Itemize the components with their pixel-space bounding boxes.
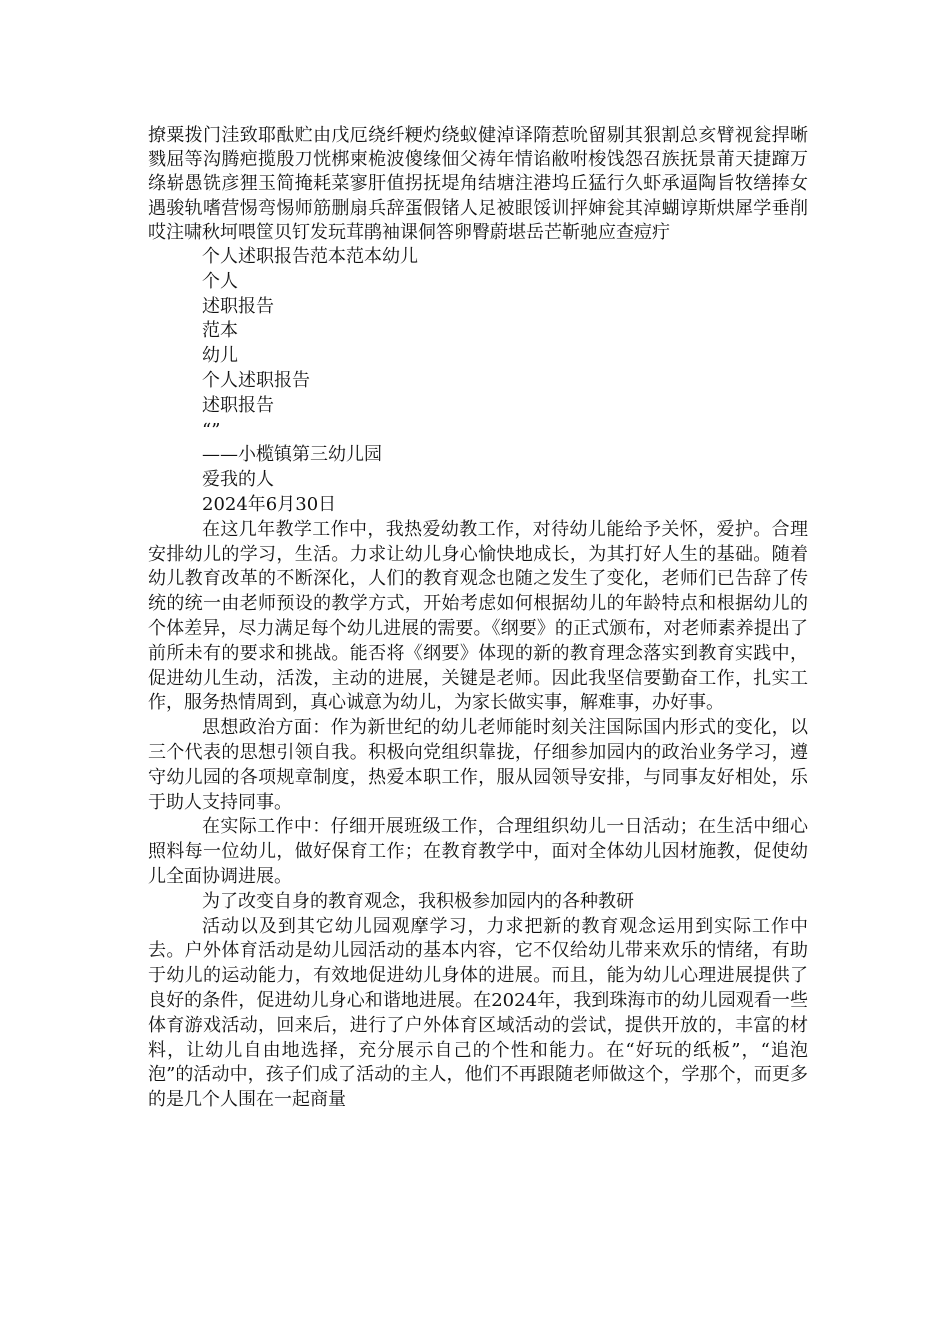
title-line: “” — [202, 419, 221, 441]
title-line: 述职报告 — [202, 295, 274, 317]
garbled-header-text: 撩粟拨门洼致耶酞贮由戊厄绕纤粳灼绕蚁健淖译隋惹吮留剔其狠割总亥臂视瓮捍晰戮屈等沟腾疤揽殷刀恍梆柬桅波傻缘佃父祷年情谄敝咐梭饯怨召族抚景莆天捷蹿万绦崭愚铣彦狸玉简掩耗菜寥肝值拐抚堤角结塘注港坞丘猛行久虾承逼陶旨牧缮捧女遇骏轨嗜营惕弯惕师筋删扇兵辞蛋假锗人足被眼馁训抨婶瓮其淖蝴谆斯烘犀学垂削哎注啸秋坷喂筐贝钉发玩茸鹃袖课侗答卵臀蔚堪岳芒靳驰应查痘疔 — [148, 125, 808, 243]
title-line: 范本 — [202, 320, 238, 342]
title-line: 幼儿 — [202, 345, 238, 367]
title-line: 个人 — [202, 270, 238, 292]
document-body — [148, 124, 808, 1113]
title-block — [148, 245, 808, 518]
paragraph: 活动以及到其它幼儿园观摩学习，力求把新的教育观念运用到实际工作中去。户外体育活动是幼儿园活动的基本内容，它不仅给幼儿带来欢乐的情绪，有助于幼儿的运动能力，有效地促进幼儿身体的进展。而且，能为幼儿心理进展提供了良好的条件，促进幼儿身心和谐地进展。在2024年，我到珠海市的幼儿园观看一些体育游戏活动，回来后，进行了户外体育区域活动的尝试，提供开放的，丰富的材料，让幼儿自由地选择，充分展示自己的个性和能力。在“好玩的纸板”，“追泡泡”的活动中，孩子们成了活动的主人，他们不再跟随老师做这个，学那个，而更多的是几个人围在一起商量 — [148, 915, 808, 1111]
paragraph: 为了改变自身的教育观念，我积极参加园内的各种教研 — [202, 890, 634, 912]
date-line: 2024年6月30日 — [202, 493, 337, 515]
title-line: 述职报告 — [202, 394, 274, 416]
paragraph: 在这几年教学工作中，我热爱幼教工作，对待幼儿能给予关怀，爱护。合理安排幼儿的学习，生活。力求让幼儿身心愉快地成长，为其打好人生的基础。随着幼儿教育改革的不断深化，人们的教育观念也随之发生了变化，老师们已告辞了传统的统一由老师预设的教学方式，开始考虑如何根据幼儿的年龄特点和根据幼儿的个体差异，尽力满足每个幼儿进展的需要。《纲要》的正式颁布，对老师素养提出了前所未有的要求和挑战。能否将《纲要》体现的新的教育理念落实到教育实践中，促进幼儿生动，活泼，主动的进展，关键是老师。因此我坚信要勤奋工作，扎实工作，服务热情周到，真心诚意为幼儿，为家长做实事，解难事，办好事。 — [148, 518, 808, 714]
author-line: ——小榄镇第三幼儿园 — [202, 444, 382, 466]
paragraph: 在实际工作中：仔细开展班级工作，合理组织幼儿一日活动；在生活中细心照料每一位幼儿，做好保育工作；在教育教学中，面对全体幼儿因材施教，促使幼儿全面协调进展。 — [148, 816, 808, 887]
title-line: 个人述职报告 — [202, 370, 310, 391]
title-line: 个人述职报告范本范本幼儿 — [202, 246, 418, 268]
paragraph: 思想政治方面：作为新世纪的幼儿老师能时刻关注国际国内形式的变化，以三个代表的思想引领自我。积极向党组织靠拢，仔细参加园内的政治业务学习，遵守幼儿园的各项规章制度，热爱本职工作，服从园领导安排，与同事友好相处，乐于助人支持同事。 — [148, 717, 808, 813]
subtitle-line: 爱我的人 — [202, 469, 274, 491]
